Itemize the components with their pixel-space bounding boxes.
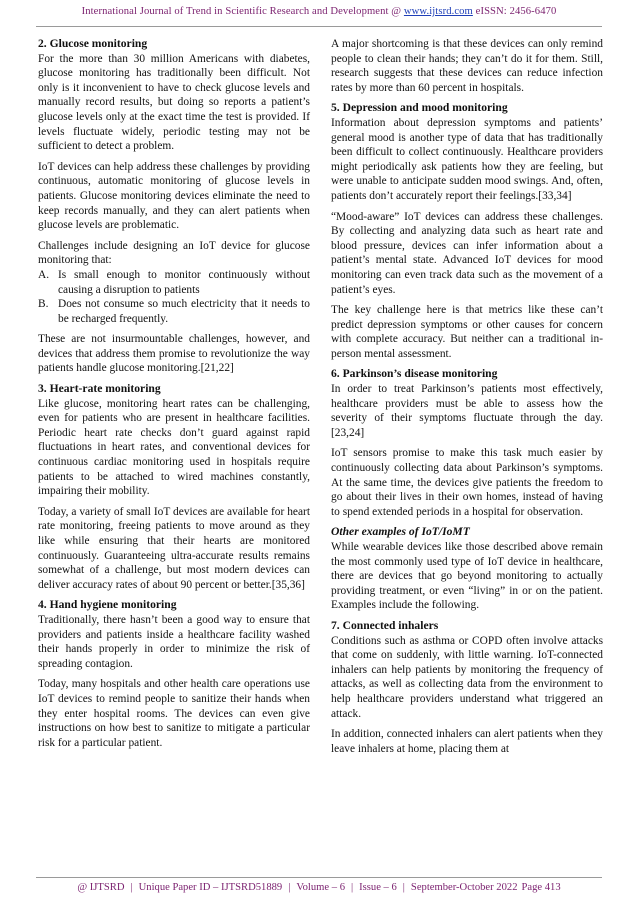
footer-paper-id: Unique Paper ID – IJTSRD51889 (138, 882, 283, 893)
other-examples-heading: Other examples of IoT/IoMT (331, 525, 470, 539)
section-7-heading: 7. Connected inhalers (331, 618, 439, 632)
paragraph: “Mood-aware” IoT devices can address these challenges. By collecting and analyzing data such as heart rate and blood pressure, devices can infer information about a patient’s mental state. Advanced IoT devices for mood monitoring can even track data such as the movement of a patient’s eyes. (331, 210, 603, 296)
paragraph: Today, a variety of small IoT devices are available for heart rate monitoring, freeing patients to move around as they like while ensuring that their hearts are monitored continuously. Guaranteeing ultra-accurate results remains somewhat of a challenge, but most modern devices can deliver accuracy rates of about 90 percent or better.[35,36] (38, 505, 310, 591)
section-5-heading: 5. Depression and mood monitoring (331, 101, 508, 115)
paragraph: In addition, connected inhalers can alert patients when they leave inhalers at home, placing them at (331, 728, 603, 755)
footer-period: September-October 2022 (410, 882, 518, 893)
paragraph: While wearable devices like those described above remain the most commonly used type of IoT device in healthcare, there are devices that go beyond monitoring to actually providing treatment, or even “living” in or on the patient. Examples include the following. (331, 541, 603, 612)
running-footer (0, 882, 638, 893)
paragraph: Information about depression symptoms and patients’ general mood is another type of data that has traditionally been difficult to collect continuously. Healthcare providers might periodically ask patients how they are feeling, but were unable to anticipate sudden mood swings. And, often, patients don’t accurately report their feelings.[33,34] (331, 116, 603, 202)
paragraph: Traditionally, there hasn’t been a good way to ensure that providers and patients inside a healthcare facility washed their hands properly in order to minimize the risk of spreading contagion. (38, 613, 310, 670)
paragraph: Challenges include designing an IoT device for glucose monitoring that: (38, 239, 310, 267)
section-6-heading: 6. Parkinson’s disease monitoring (331, 367, 498, 381)
list-item-text: Is small enough to monitor continuously without causing a disruption to patients (58, 268, 310, 296)
list-item-text: Does not consume so much electricity that it needs to be recharged frequently. (58, 298, 310, 325)
list-marker: B. (38, 298, 49, 311)
journal-url-link[interactable]: www.ijtsrd.com (403, 6, 473, 17)
footer-separator: | (288, 882, 291, 893)
paragraph: A major shortcoming is that these devices can only remind people to clean their hands; they can’t do it for them. Still, research suggests that these devices can reduce infection rates by more than 60 percent in hospitals. (331, 38, 603, 94)
paragraph: For the more than 30 million Americans with diabetes, glucose monitoring has traditionally been difficult. Not only is it inconvenient to have to check glucose levels and manually record results, but doing so reports a patient’s glucose levels only at the exact time the test is provided. If levels fluctuate widely, periodic testing may not be sufficient to detect a problem. (38, 52, 310, 153)
running-header (0, 6, 638, 17)
list-marker: A. (38, 268, 50, 281)
paragraph: Conditions such as asthma or COPD often involve attacks that come on suddenly, with little warning. IoT-connected inhalers can help patients by monitoring the frequency of attacks, as well as collecting data from the environment to help healthcare providers understand what triggered an attack. (331, 634, 603, 720)
paragraph: In order to treat Parkinson’s patients most effectively, healthcare providers must be able to assess how the severity of their symptoms fluctuate through the day.[23,24] (331, 383, 603, 439)
footer-divider (36, 877, 602, 878)
paragraph: These are not insurmountable challenges, however, and devices that address them promise to revolutionize the way patients handle glucose monitoring.[21,22] (38, 333, 310, 375)
paragraph: IoT devices can help address these challenges by providing continuous, automatic monitoring of glucose levels in patients. Glucose monitoring devices eliminate the need to keep records manually, and they can alert patients when glucose levels are problematic. (38, 160, 310, 232)
list-item (38, 297, 310, 326)
footer-volume: Volume – 6 (296, 882, 345, 893)
section-4-heading: 4. Hand hygiene monitoring (38, 598, 177, 612)
paragraph: Like glucose, monitoring heart rates can be challenging, even for patients who are present in healthcare facilities. Periodic heart rate checks don’t guard against rapid fluctuations in heart rates, and conventional devices for continuous cardiac monitoring used in hospitals require patients to be attached to wired machines constantly, impairing their mobility. (38, 397, 310, 498)
footer-brand: @ IJTSRD (77, 882, 125, 893)
paragraph: Today, many hospitals and other health care operations use IoT devices to remind people to sanitize their hands when they enter hospital rooms. The devices can even give instructions on how best to sanitize to mitigate a particular risk for a particular patient. (38, 678, 310, 749)
footer-separator: | (402, 882, 405, 893)
journal-name: International Journal of Trend in Scientific Research and Development @ (81, 6, 404, 17)
paragraph: The key challenge here is that metrics like these can’t predict depression symptoms or other causes for concern with complete accuracy. But neither can a traditional in-person mental assessment. (331, 304, 603, 360)
left-column (38, 37, 310, 756)
header-divider (36, 26, 602, 27)
paragraph: IoT sensors promise to make this task much easier by continuously collecting data about Parkinson’s symptoms. At the same time, the devices give patients the freedom to go about their lives in their own homes, instead of having to spend extended periods in a hospital for observation. (331, 447, 603, 518)
issn-text: eISSN: 2456-6470 (472, 6, 557, 17)
footer-separator: | (351, 882, 354, 893)
section-2-heading: 2. Glucose monitoring (38, 37, 148, 50)
footer-issue: Issue – 6 (359, 882, 397, 893)
footer-page-number: Page 413 (521, 882, 561, 893)
footer-separator: | (130, 882, 133, 893)
challenge-list (38, 268, 310, 326)
list-item (38, 268, 310, 297)
section-3-heading: 3. Heart-rate monitoring (38, 382, 161, 396)
right-column (331, 37, 603, 762)
